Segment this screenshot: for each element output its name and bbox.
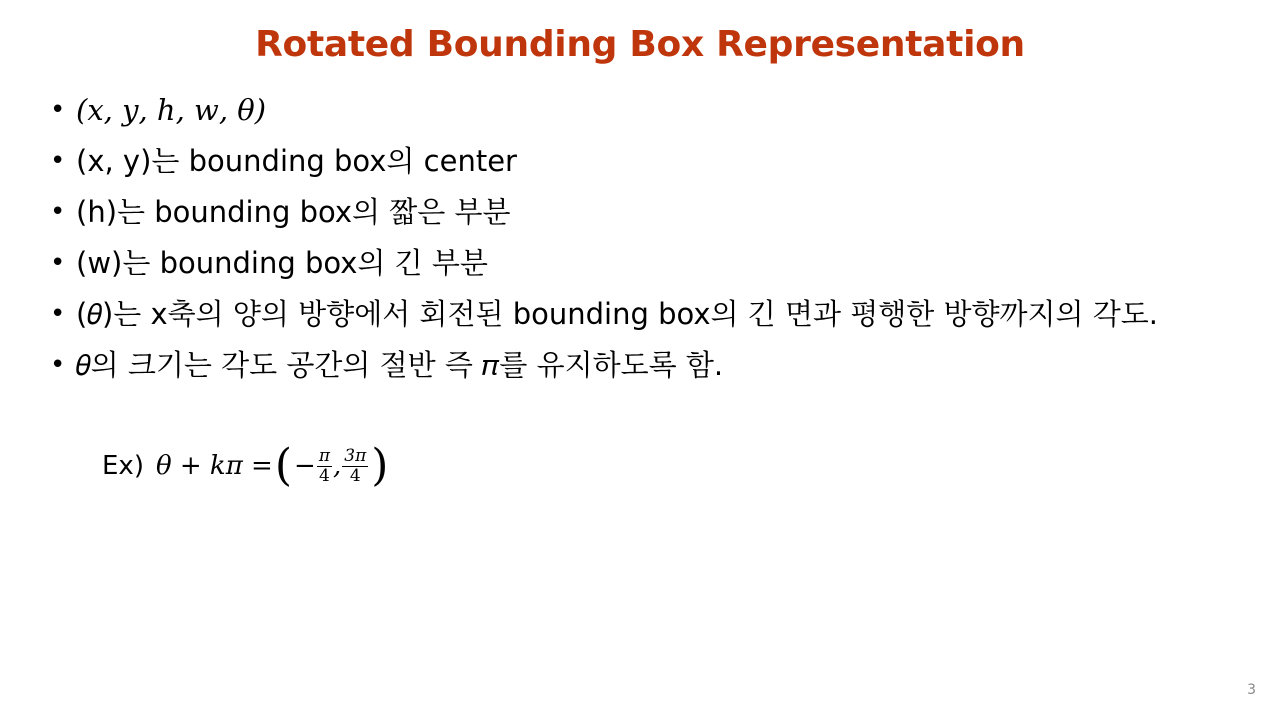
bullet-item-center [50,143,1230,179]
close-paren: ) [371,440,389,491]
bullet-icon: • [50,95,66,125]
fraction-pi-over-4 [317,447,332,486]
formula-lhs: 𝜃 + 𝑘𝜋 = [155,451,273,481]
bullet-icon: • [50,299,66,329]
fraction-3pi-over-4 [342,447,368,486]
bullet-text: (h)는 bounding box의 짧은 부분 [76,195,511,229]
bullet-item-height [50,194,1230,230]
fraction-denominator: 4 [349,465,361,486]
bullet-text: 𝜃의 크기는 각도 공간의 절반 즉 𝜋를 유지하도록 함. [76,348,724,382]
bullet-text: (w)는 bounding box의 긴 부분 [76,246,488,280]
slide-title: Rotated Bounding Box Representation [255,24,1025,65]
comma: , [333,451,342,481]
bullet-icon: • [50,197,66,227]
fraction-denominator: 4 [318,465,330,486]
example-formula [155,440,390,491]
bullet-item-tuple [50,92,1230,128]
example-label: Ex) [102,451,144,481]
bullet-text: (𝜃)는 x축의 양의 방향에서 회전된 bounding box의 긴 면과 평행한 방향까지의 각도. [76,297,1159,331]
minus-sign: − [294,451,316,481]
bullet-text: (x, y)는 bounding box의 center [76,144,517,178]
fraction-numerator: 3𝜋 [344,445,367,466]
fraction-numerator: 𝜋 [318,445,330,466]
bullet-item-range [50,347,1230,383]
bullet-item-angle [50,296,1230,332]
bullet-list [50,92,1230,398]
bullet-icon: • [50,146,66,176]
open-paren: ( [274,440,293,491]
example-equation [102,440,390,491]
bullet-icon: • [50,248,66,278]
bullet-item-width [50,245,1230,281]
bullet-icon: • [50,350,66,380]
bullet-text: (𝑥, 𝑦, ℎ, 𝑤, 𝜃) [76,93,267,127]
page-number: 3 [1247,682,1256,698]
